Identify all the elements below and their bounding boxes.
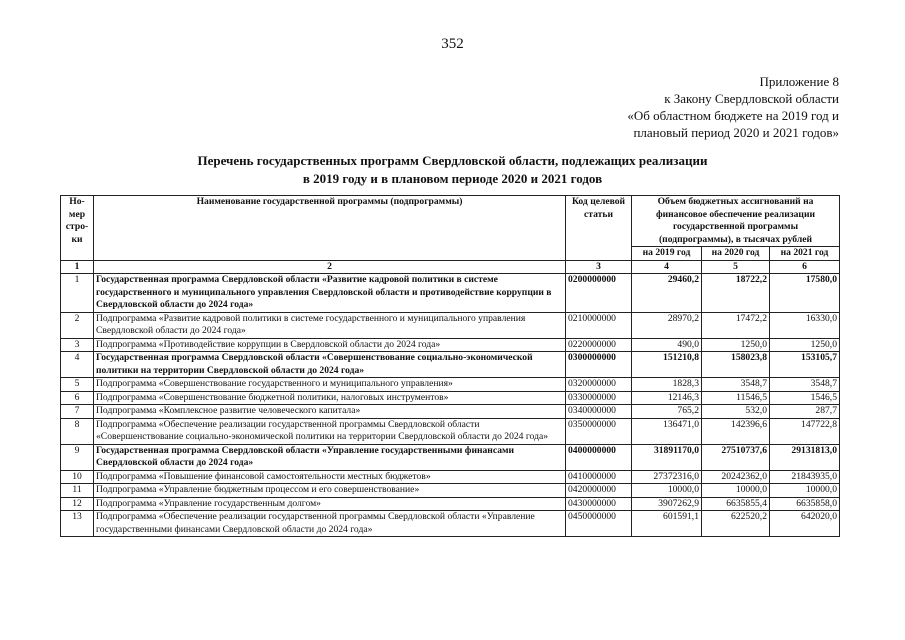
amount-2020: 142396,6 bbox=[702, 418, 770, 444]
header-text: Код целевой bbox=[571, 196, 626, 207]
program-name: Подпрограмма «Повышение финансовой самостоятельности местных бюджетов» bbox=[94, 470, 566, 484]
program-name: Подпрограмма «Развитие кадровой политики в системе государственного и муниципального управления Свердловской области до 2024 года» bbox=[94, 312, 566, 338]
amount-2020: 11546,5 bbox=[702, 391, 770, 405]
amount-2019: 10000,0 bbox=[632, 484, 702, 498]
row-number: 3 bbox=[61, 338, 94, 352]
program-name: Государственная программа Свердловской области «Совершенствование социально-экономической политики на территории Свердловской области до 2024 года» bbox=[94, 352, 566, 378]
program-name: Подпрограмма «Совершенствование государственного и муниципального управления» bbox=[94, 378, 566, 392]
appendix-note bbox=[627, 73, 839, 141]
column-number: 6 bbox=[770, 260, 840, 274]
table-row bbox=[61, 497, 840, 511]
title-line: в 2019 году и в плановом периоде 2020 и 2021 годов bbox=[302, 171, 603, 186]
amount-2021: 1546,5 bbox=[770, 391, 840, 405]
header-row-number bbox=[61, 196, 94, 261]
table-row bbox=[61, 274, 840, 313]
amount-2021: 17580,0 bbox=[770, 274, 840, 313]
table-row bbox=[61, 312, 840, 338]
target-code: 0320000000 bbox=[566, 378, 632, 392]
table-row bbox=[61, 444, 840, 470]
programs-table bbox=[60, 195, 840, 537]
row-number: 5 bbox=[61, 378, 94, 392]
target-code: 0400000000 bbox=[566, 444, 632, 470]
header-text: государственной программы bbox=[672, 221, 799, 232]
appendix-line: Приложение 8 bbox=[759, 74, 839, 89]
program-name: Подпрограмма «Обеспечение реализации государственной программы Свердловской области «Совершенствование социально-экономической политики на территории Свердловской области до 2024 года» bbox=[94, 418, 566, 444]
target-code: 0450000000 bbox=[566, 511, 632, 537]
target-code: 0210000000 bbox=[566, 312, 632, 338]
amount-2021: 287,7 bbox=[770, 405, 840, 419]
row-number: 4 bbox=[61, 352, 94, 378]
amount-2019: 3907262,9 bbox=[632, 497, 702, 511]
title-line: Перечень государственных программ Свердловской области, подлежащих реализации bbox=[197, 153, 708, 168]
amount-2020: 10000,0 bbox=[702, 484, 770, 498]
header-year-2021: на 2021 год bbox=[770, 247, 840, 261]
table-row bbox=[61, 511, 840, 537]
header-code bbox=[566, 196, 632, 261]
row-number: 12 bbox=[61, 497, 94, 511]
document-title bbox=[0, 152, 905, 188]
amount-2021: 642020,0 bbox=[770, 511, 840, 537]
amount-2020: 6635855,4 bbox=[702, 497, 770, 511]
amount-2021: 147722,8 bbox=[770, 418, 840, 444]
amount-2021: 16330,0 bbox=[770, 312, 840, 338]
amount-2019: 28970,2 bbox=[632, 312, 702, 338]
table-row bbox=[61, 484, 840, 498]
table-header-row bbox=[61, 196, 840, 247]
column-number: 4 bbox=[632, 260, 702, 274]
column-number: 1 bbox=[61, 260, 94, 274]
amount-2019: 136471,0 bbox=[632, 418, 702, 444]
amount-2021: 6635858,0 bbox=[770, 497, 840, 511]
appendix-line: к Закону Свердловской области bbox=[664, 91, 839, 106]
amount-2020: 622520,2 bbox=[702, 511, 770, 537]
column-number-row bbox=[61, 260, 840, 274]
appendix-line: «Об областном бюджете на 2019 год и bbox=[627, 108, 839, 123]
row-number: 1 bbox=[61, 274, 94, 313]
header-year-2019: на 2019 год bbox=[632, 247, 702, 261]
amount-2020: 18722,2 bbox=[702, 274, 770, 313]
header-text: Объем бюджетных ассигнований на bbox=[657, 196, 814, 207]
column-number: 2 bbox=[94, 260, 566, 274]
amount-2020: 158023,8 bbox=[702, 352, 770, 378]
column-number: 3 bbox=[566, 260, 632, 274]
amount-2019: 490,0 bbox=[632, 338, 702, 352]
amount-2019: 1828,3 bbox=[632, 378, 702, 392]
row-number: 6 bbox=[61, 391, 94, 405]
table-row bbox=[61, 352, 840, 378]
target-code: 0420000000 bbox=[566, 484, 632, 498]
target-code: 0300000000 bbox=[566, 352, 632, 378]
header-text: Но- bbox=[69, 196, 85, 207]
program-name: Подпрограмма «Противодействие коррупции в Свердловской области до 2024 года» bbox=[94, 338, 566, 352]
program-name: Подпрограмма «Управление бюджетным процессом и его совершенствование» bbox=[94, 484, 566, 498]
amount-2021: 153105,7 bbox=[770, 352, 840, 378]
table-row bbox=[61, 470, 840, 484]
row-number: 13 bbox=[61, 511, 94, 537]
amount-2020: 27510737,6 bbox=[702, 444, 770, 470]
amount-2019: 31891170,0 bbox=[632, 444, 702, 470]
header-text: финансовое обеспечение реализации bbox=[655, 208, 816, 220]
amount-2021: 21843935,0 bbox=[770, 470, 840, 484]
amount-2020: 17472,2 bbox=[702, 312, 770, 338]
program-name: Подпрограмма «Совершенствование бюджетной политики, налоговых инструментов» bbox=[94, 391, 566, 405]
amount-2021: 29131813,0 bbox=[770, 444, 840, 470]
amount-2019: 29460,2 bbox=[632, 274, 702, 313]
amount-2020: 3548,7 bbox=[702, 378, 770, 392]
table-row bbox=[61, 391, 840, 405]
row-number: 2 bbox=[61, 312, 94, 338]
column-number: 5 bbox=[702, 260, 770, 274]
amount-2019: 27372316,0 bbox=[632, 470, 702, 484]
row-number: 9 bbox=[61, 444, 94, 470]
amount-2021: 10000,0 bbox=[770, 484, 840, 498]
table-row bbox=[61, 338, 840, 352]
amount-2019: 12146,3 bbox=[632, 391, 702, 405]
amount-2019: 601591,1 bbox=[632, 511, 702, 537]
header-volume bbox=[632, 196, 840, 247]
target-code: 0410000000 bbox=[566, 470, 632, 484]
amount-2020: 20242362,0 bbox=[702, 470, 770, 484]
header-text: мер bbox=[68, 208, 86, 220]
appendix-line: плановый период 2020 и 2021 годов» bbox=[633, 125, 839, 140]
amount-2019: 765,2 bbox=[632, 405, 702, 419]
target-code: 0220000000 bbox=[566, 338, 632, 352]
header-text: статьи bbox=[584, 208, 613, 220]
program-name: Подпрограмма «Управление государственным долгом» bbox=[94, 497, 566, 511]
target-code: 0330000000 bbox=[566, 391, 632, 405]
program-name: Подпрограмма «Комплексное развитие человеческого капитала» bbox=[94, 405, 566, 419]
header-program-name: Наименование государственной программы (подпрограммы) bbox=[94, 196, 566, 261]
header-year-2020: на 2020 год bbox=[702, 247, 770, 261]
page-number: 352 bbox=[441, 36, 464, 52]
header-text: стро- bbox=[65, 221, 89, 232]
row-number: 11 bbox=[61, 484, 94, 498]
amount-2020: 1250,0 bbox=[702, 338, 770, 352]
table-row bbox=[61, 405, 840, 419]
target-code: 0430000000 bbox=[566, 497, 632, 511]
amount-2020: 532,0 bbox=[702, 405, 770, 419]
program-name: Подпрограмма «Обеспечение реализации государственной программы Свердловской области «Управление государственными финансами Свердловской области до 2024 года» bbox=[94, 511, 566, 537]
target-code: 0340000000 bbox=[566, 405, 632, 419]
row-number: 7 bbox=[61, 405, 94, 419]
amount-2019: 151210,8 bbox=[632, 352, 702, 378]
target-code: 0350000000 bbox=[566, 418, 632, 444]
target-code: 0200000000 bbox=[566, 274, 632, 313]
table-row bbox=[61, 418, 840, 444]
program-name: Государственная программа Свердловской области «Развитие кадровой политики в системе государственного и муниципального управления Свердловской области и противодействие коррупции в Свердловской области до 2024 года» bbox=[94, 274, 566, 313]
program-name: Государственная программа Свердловской области «Управление государственными финансами Свердловской области до 2024 года» bbox=[94, 444, 566, 470]
row-number: 8 bbox=[61, 418, 94, 444]
row-number: 10 bbox=[61, 470, 94, 484]
amount-2021: 1250,0 bbox=[770, 338, 840, 352]
header-text: (подпрограммы), в тысячах рублей bbox=[658, 233, 813, 245]
amount-2021: 3548,7 bbox=[770, 378, 840, 392]
header-text: ки bbox=[71, 233, 83, 245]
table-row bbox=[61, 378, 840, 392]
